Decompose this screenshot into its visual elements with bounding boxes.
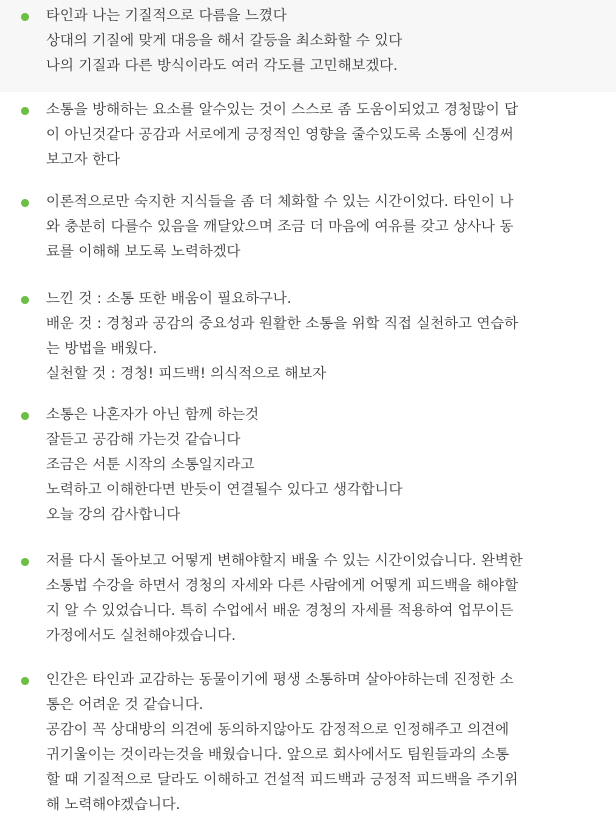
bullet-icon [21, 199, 29, 207]
comment-text [46, 190, 606, 265]
comment-text [46, 403, 606, 528]
comment-text [46, 549, 606, 649]
comment-text [46, 4, 606, 79]
comment-line: 조금은 서툰 시작의 소통일지라고 [46, 457, 255, 473]
comment-text [46, 287, 606, 387]
bullet-icon [21, 13, 29, 21]
list-item [0, 284, 616, 402]
comment-line: 료를 이해해 보도록 노력하겠다 [46, 244, 241, 260]
comment-line: 가정에서도 실천해야겠습니다. [46, 628, 236, 644]
comment-line: 할 때 기질적으로 달라도 이해하고 건설적 피드백과 긍정적 피드백을 주기위 [46, 772, 519, 788]
comment-line: 나의 기질과 다른 방식이라도 여러 각도를 고민해보겠다. [46, 58, 398, 74]
comment-line: 인간은 타인과 교감하는 동물이기에 평생 소통하며 살아야하는데 진정한 소 [46, 672, 514, 688]
comment-line: 잘듣고 공감해 가는것 같습니다 [46, 432, 241, 448]
list-item [0, 660, 616, 821]
comment-line: 이 아닌것같다 공감과 서로에게 긍정적인 영향을 줄수있도록 소통에 신경써 [46, 127, 514, 143]
comment-line: 상대의 기질에 맞게 대응을 해서 갈등을 최소화할 수 있다 [46, 33, 403, 49]
list-item [0, 544, 616, 660]
comment-line: 통은 어려운 것 같습니다. [46, 697, 204, 713]
list-item [0, 184, 616, 284]
comment-line: 실천할 것 : 경청! 피드백! 의식적으로 해보자 [46, 366, 327, 382]
comment-line: 소통법 수강을 하면서 경청의 자세와 다른 사람에게 어떻게 피드백을 해야할 [46, 578, 519, 594]
comment-text [46, 668, 606, 818]
comment-line: 귀기울이는 것이라는것을 배웠습니다. 앞으로 회사에서도 팀원들과의 소통 [46, 747, 509, 763]
comment-line: 해 노력해야겠습니다. [46, 797, 181, 813]
comment-line: 저를 다시 돌아보고 어떻게 변해야할지 배울 수 있는 시간이었습니다. 완벽한 [46, 553, 523, 569]
comment-line: 와 충분히 다를수 있음을 깨달았으며 조금 더 마음에 여유를 갖고 상사나 동 [46, 219, 514, 235]
comment-line: 오늘 강의 감사합니다 [46, 507, 181, 523]
bullet-icon [21, 107, 29, 115]
bullet-icon [21, 412, 29, 420]
comment-line: 타인과 나는 기질적으로 다름을 느꼈다 [46, 8, 287, 24]
list-item [0, 0, 616, 92]
comment-line: 지 알 수 있었습니다. 특히 수업에서 배운 경청의 자세를 적용하여 업무이든 [46, 603, 514, 619]
comment-line: 배운 것 : 경청과 공감의 중요성과 원활한 소통을 위핰 직접 실천하고 연습하 [46, 316, 519, 332]
comment-line: 소통은 나혼자가 아닌 함께 하는것 [46, 407, 259, 423]
comment-line: 노력하고 이해한다면 반듯이 연결될수 있다고 생각합니다 [46, 482, 403, 498]
bullet-icon [21, 296, 29, 304]
comment-line: 느낀 것 : 소통 또한 배움이 필요하구나. [46, 291, 292, 307]
comment-line: 이론적으로만 숙지한 지식들을 좀 더 체화할 수 있는 시간이었다. 타인이 나 [46, 194, 514, 210]
list-item [0, 92, 616, 184]
comment-line: 는 방법을 배웠다. [46, 341, 158, 357]
bullet-icon [21, 677, 29, 685]
list-item [0, 402, 616, 544]
comment-line: 공감이 꼭 상대방의 의견에 동의하지않아도 감정적으로 인정해주고 의견에 [46, 722, 509, 738]
comment-line: 소통을 방해하는 요소를 알수있는 것이 스스로 좀 도움이되었고 경청많이 답 [46, 102, 519, 118]
comment-text [46, 98, 606, 173]
comment-line: 보고자 한다 [46, 152, 121, 168]
bullet-icon [21, 558, 29, 566]
